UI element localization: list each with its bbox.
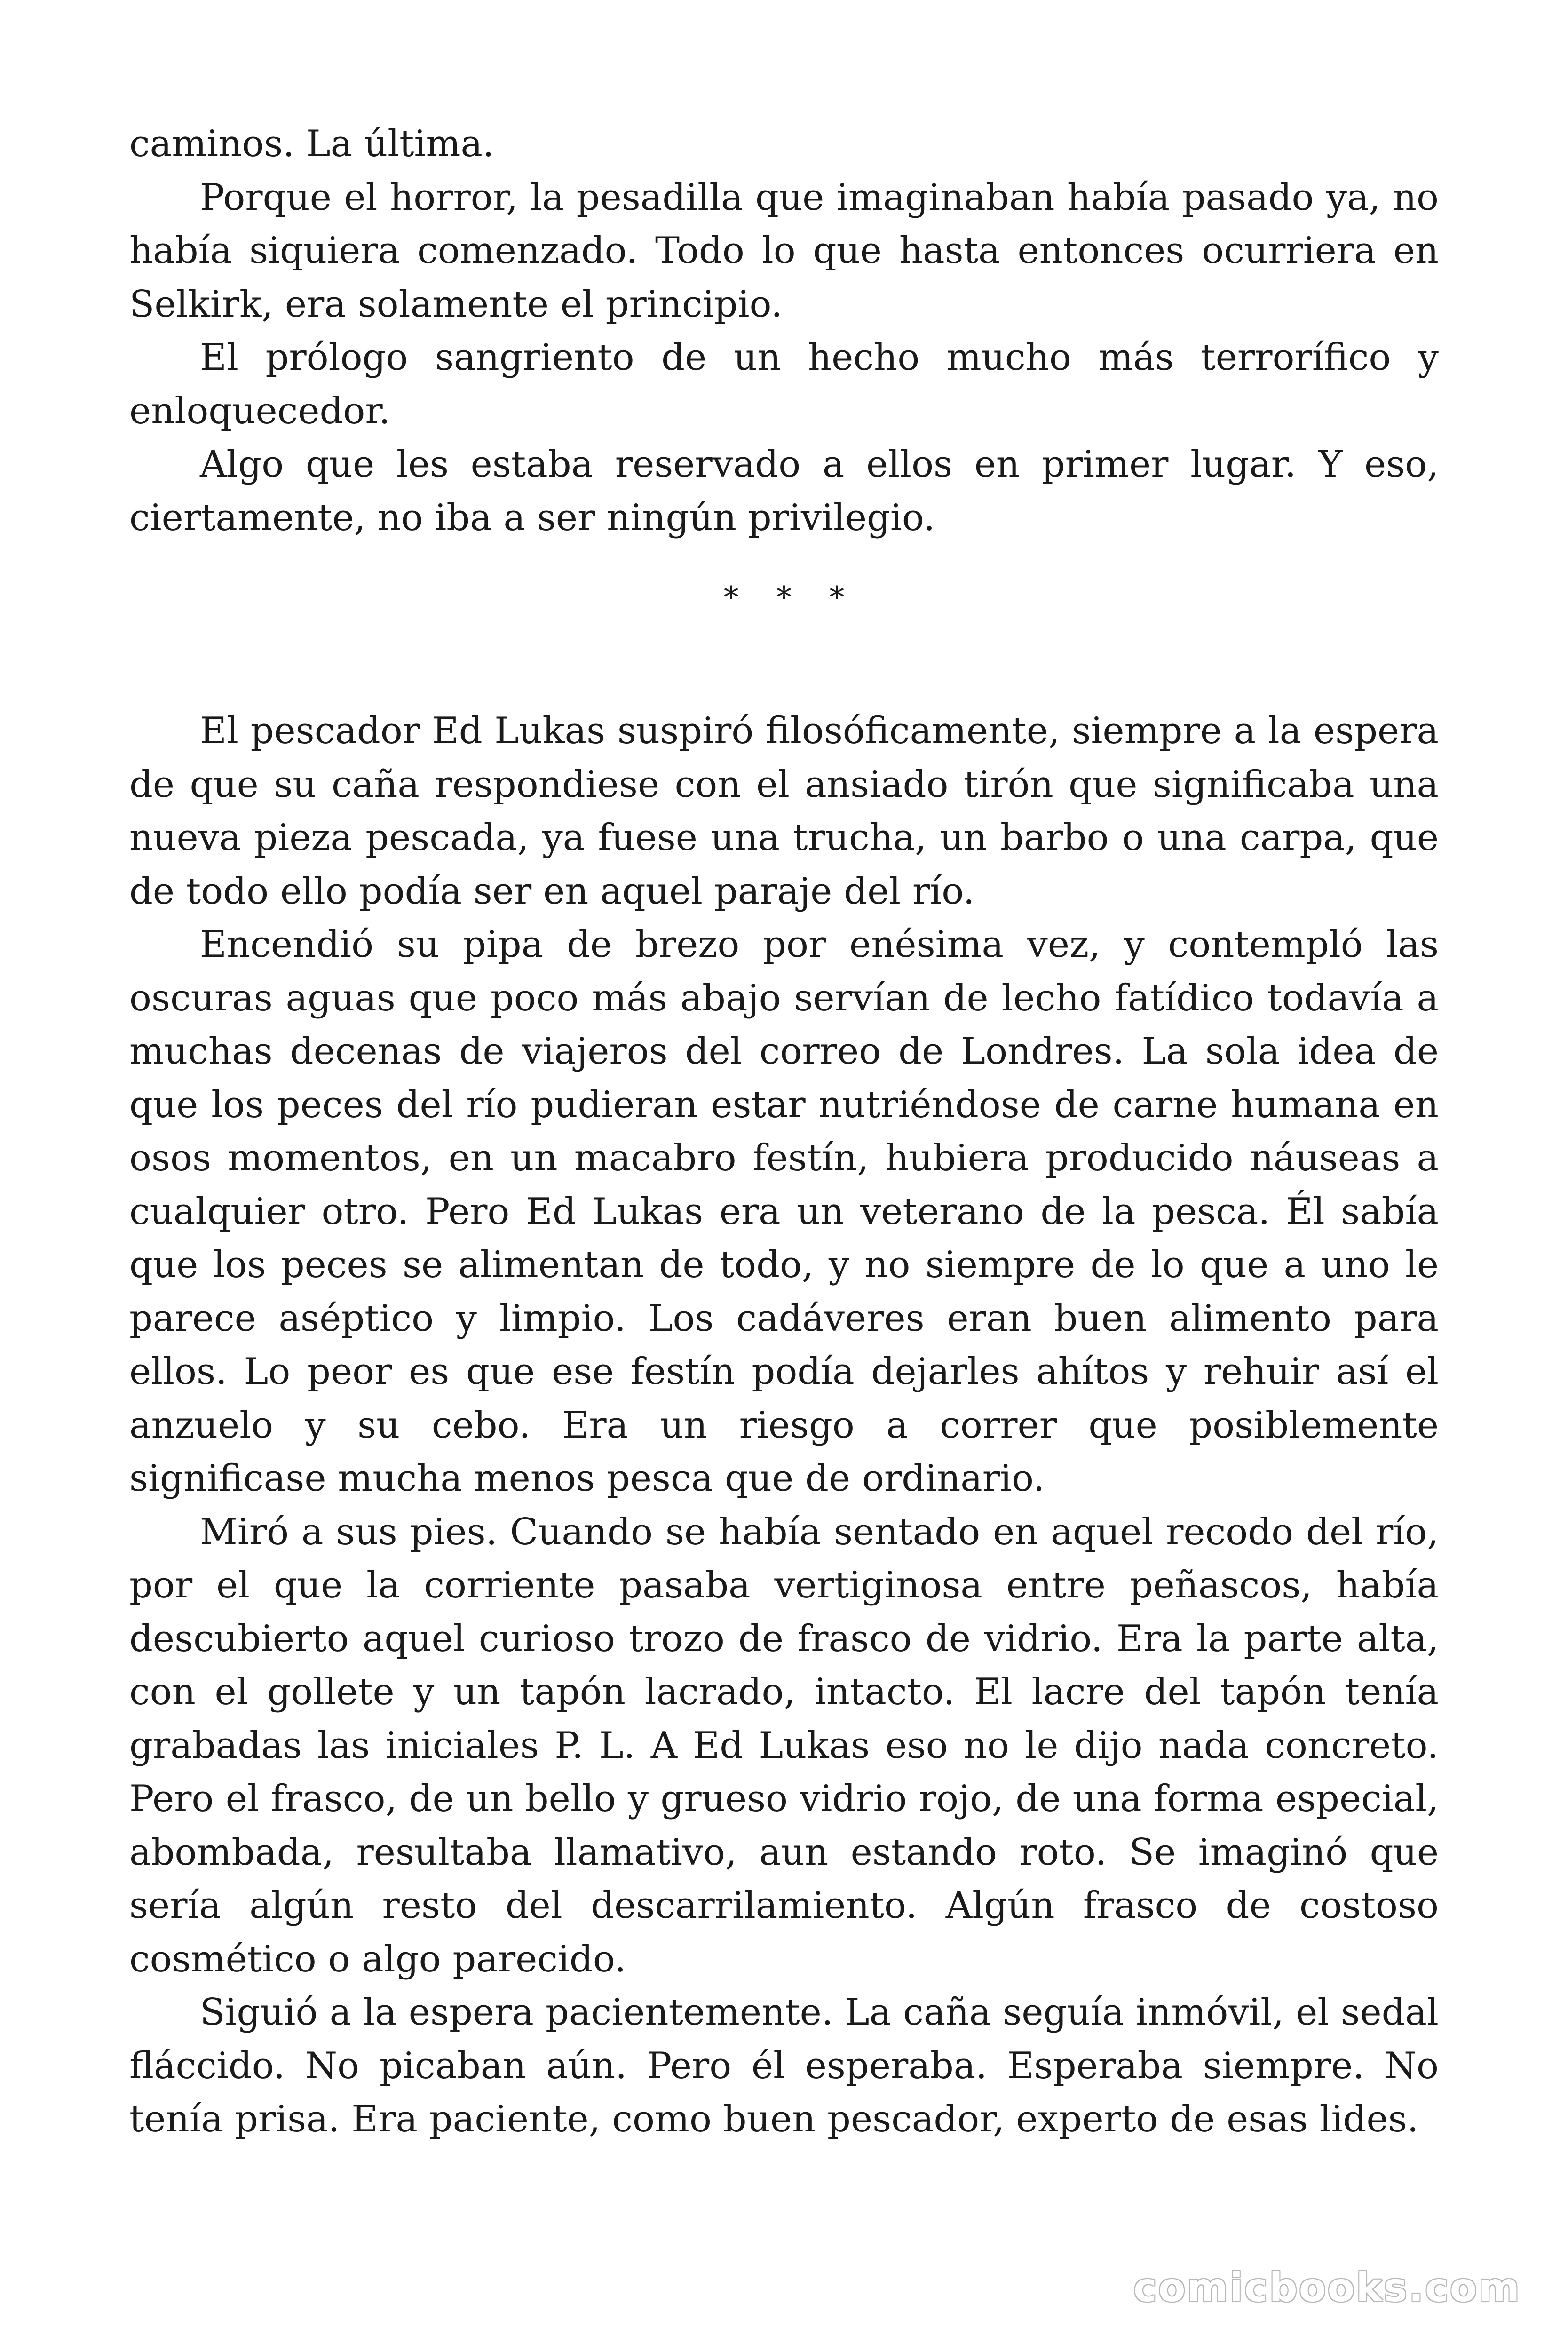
section-separator: * * * xyxy=(723,580,859,615)
separator-gap xyxy=(129,652,1439,705)
paragraph: Siguió a la espera pacientemente. La caña seguía inmóvil, el sedal fláccido. No picaban aún. Pero él esperaba. Esperaba siempre. No tenía prisa. Era paciente, como buen pescador, experto de esas lides. xyxy=(129,1991,1439,2140)
paragraph: Algo que les estaba reservado a ellos en primer lugar. Y eso, ciertamente, no iba a ser ningún privilegio. xyxy=(129,443,1439,539)
body-text xyxy=(129,118,1439,2146)
paragraph: Encendió su pipa de brezo por enésima vez, y contempló las oscuras aguas que poco más abajo servían de lecho fatídico todavía a muchas decenas de viajeros del correo de Londres. La sola idea de que los peces del río pudieran estar nutriéndose de carne humana en osos momentos, en un macabro festín, hubiera producido náuseas a cualquier otro. Pero Ed Lukas era un veterano de la pesca. Él sabía que los peces se alimentan de todo, y no siempre de lo que a uno le parece aséptico y limpio. Los cadáveres eran buen alimento para ellos. Lo peor es que ese festín podía dejarles ahítos y rehuir así el anzuelo y su cebo. Era un riesgo a correr que posiblemente significase mucha menos pesca que de ordinario. xyxy=(129,923,1439,1500)
paragraph: caminos. La última. xyxy=(129,123,494,165)
watermark: comicbooks.com xyxy=(1133,2265,1521,2311)
paragraph: Porque el horror, la pesadilla que imaginaban había pasado ya, no había siquiera comenzado. Todo lo que hasta entonces ocurriera en Selkirk, era solamente el principio. xyxy=(129,176,1439,326)
paragraph: Miró a sus pies. Cuando se había sentado en aquel recodo del río, por el que la corriente pasaba vertiginosa entre peñascos, había descubierto aquel curioso trozo de frasco de vidrio. Era la parte alta, con el gollete y un tapón lacrado, intacto. El lacre del tapón tenía grabadas las iniciales P. L. A Ed Lukas eso no le dijo nada concreto. Pero el frasco, de un bello y grueso vidrio rojo, de una forma especial, abombada, resultaba llamativo, aun estando roto. Se imaginó que sería algún resto del descarrilamiento. Algún frasco de costoso cosmético o algo parecido. xyxy=(129,1510,1439,1980)
paragraph: El pescador Ed Lukas suspiró filosóficamente, siempre a la espera de que su caña respondiese con el ansiado tirón que significaba una nueva pieza pescada, ya fuese una trucha, un barbo o una carpa, que de todo ello podía ser en aquel paraje del río. xyxy=(129,710,1439,913)
paragraph: El prólogo sangriento de un hecho mucho más terrorífico y enloquecedor. xyxy=(129,336,1439,432)
